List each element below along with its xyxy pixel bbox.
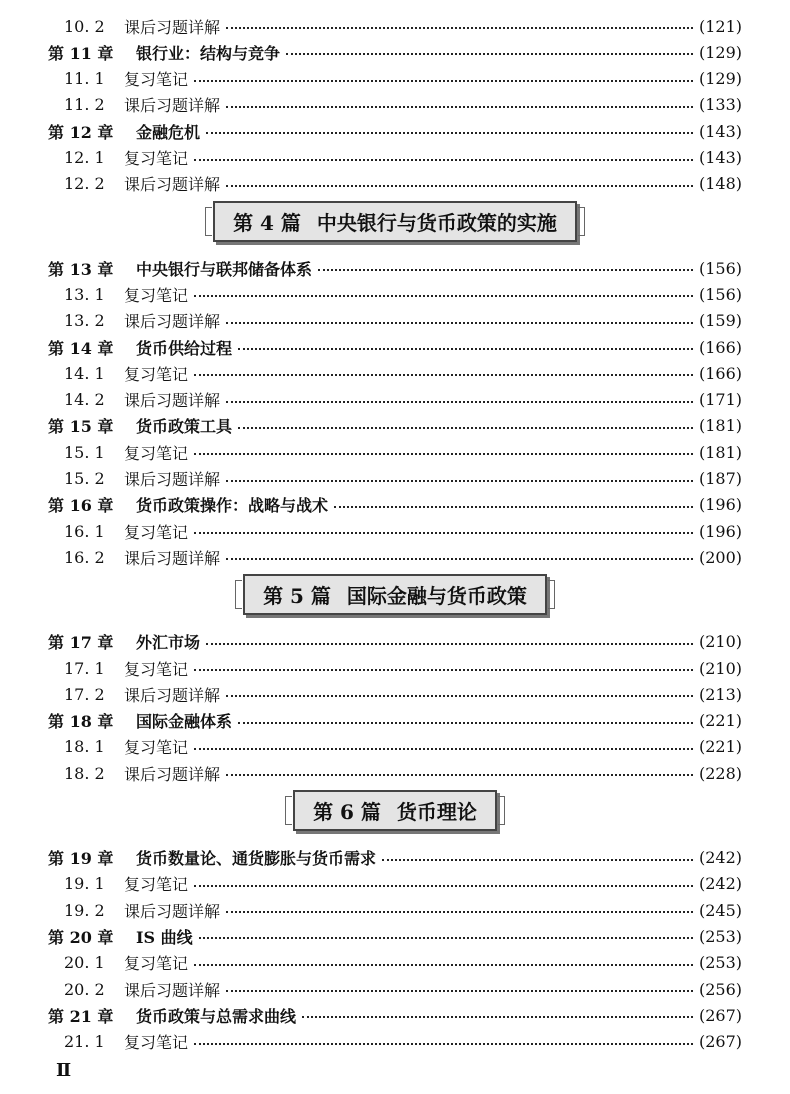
section-title: 复习笔记 xyxy=(124,285,189,305)
toc-section-entry xyxy=(64,897,742,923)
dot-leader xyxy=(194,159,693,161)
dot-leader xyxy=(226,322,693,324)
section-title: 复习笔记 xyxy=(124,364,189,384)
section-title: 课后习题详解 xyxy=(124,548,221,568)
dot-leader xyxy=(226,695,693,697)
page-number: (159) xyxy=(698,311,742,331)
toc-section-entry xyxy=(64,439,742,465)
toc-chapter-entry xyxy=(48,413,742,439)
toc-section-entry xyxy=(64,145,742,171)
toc-chapter-entry xyxy=(48,923,742,949)
chapter-number: 第 21 章 xyxy=(48,1006,114,1026)
dot-leader xyxy=(206,132,693,134)
dot-leader xyxy=(194,1043,693,1045)
dot-leader xyxy=(226,401,693,403)
chapter-number: 第 18 章 xyxy=(48,712,114,732)
dot-leader xyxy=(194,374,693,376)
dot-leader xyxy=(194,453,693,455)
toc-chapter-entry xyxy=(48,39,742,65)
toc-section-entry xyxy=(64,360,742,386)
section-title: 课后习题详解 xyxy=(124,901,221,921)
part-title: 中央银行与货币政策的实施 xyxy=(316,210,557,235)
section-title: 课后习题详解 xyxy=(124,685,221,705)
toc-section-entry xyxy=(64,734,742,760)
section-number: 12. 2 xyxy=(64,174,105,194)
toc-section-entry xyxy=(64,387,742,413)
dot-leader xyxy=(226,774,693,776)
section-number: 14. 1 xyxy=(64,363,105,383)
dot-leader xyxy=(226,27,693,29)
toc-section-entry xyxy=(64,308,742,334)
part-heading-box xyxy=(243,574,547,615)
chapter-number: 第 13 章 xyxy=(48,259,114,279)
page-number: (221) xyxy=(698,737,742,757)
page-number: (267) xyxy=(698,1032,742,1052)
dot-leader xyxy=(382,859,693,861)
page-number: (196) xyxy=(698,495,742,515)
dot-leader xyxy=(226,990,693,992)
chapter-title: 货币政策与总需求曲线 xyxy=(136,1006,297,1026)
page-number: (148) xyxy=(698,174,742,194)
chapter-number: 第 15 章 xyxy=(48,417,114,437)
dot-leader xyxy=(194,748,693,750)
toc-chapter-entry xyxy=(48,492,742,518)
dot-leader xyxy=(226,106,693,108)
section-number: 17. 2 xyxy=(64,684,105,704)
page-number: (245) xyxy=(698,900,742,920)
chapter-title: 国际金融体系 xyxy=(136,712,233,732)
toc-section-entry xyxy=(64,871,742,897)
section-number: 11. 2 xyxy=(64,95,105,115)
chapter-title: 货币政策操作：战略与战术 xyxy=(136,496,329,516)
part-number: 第 6 篇 xyxy=(313,800,381,824)
dot-leader xyxy=(238,722,693,724)
chapter-number: 第 14 章 xyxy=(48,338,114,358)
section-title: 复习笔记 xyxy=(124,522,189,542)
section-number: 20. 1 xyxy=(64,953,105,973)
section-number: 13. 1 xyxy=(64,284,105,304)
page-number: (228) xyxy=(698,763,742,783)
chapter-title: 中央银行与联邦储备体系 xyxy=(136,259,313,279)
chapter-number: 第 17 章 xyxy=(48,633,114,653)
part-heading xyxy=(0,575,790,615)
part-heading-box xyxy=(293,790,497,831)
toc-chapter-entry xyxy=(48,255,742,281)
part-title: 国际金融与货币政策 xyxy=(346,584,527,609)
toc-section-entry xyxy=(64,466,742,492)
toc-section-entry xyxy=(64,1029,742,1055)
chapter-title: 银行业：结构与竞争 xyxy=(136,43,281,63)
section-title: 课后习题详解 xyxy=(124,175,221,195)
page-number: (166) xyxy=(698,363,742,383)
section-title: 课后习题详解 xyxy=(124,764,221,784)
part-number: 第 5 篇 xyxy=(263,584,331,609)
chapter-title: 金融危机 xyxy=(136,122,201,142)
section-number: 18. 2 xyxy=(64,763,105,783)
toc-chapter-entry xyxy=(48,1002,742,1028)
page-number: (221) xyxy=(698,711,742,731)
dot-leader xyxy=(194,532,693,534)
page-number: (171) xyxy=(698,390,742,410)
section-title: 复习笔记 xyxy=(124,954,189,974)
part-title: 货币理论 xyxy=(396,800,477,824)
page-number: (181) xyxy=(698,442,742,462)
section-title: 复习笔记 xyxy=(124,659,189,679)
dot-leader xyxy=(226,911,693,913)
page-number: (242) xyxy=(698,848,742,867)
toc-section-entry xyxy=(64,544,742,570)
section-number: 15. 1 xyxy=(64,442,105,462)
dot-leader xyxy=(286,53,693,55)
page-number: (129) xyxy=(698,69,742,89)
dot-leader xyxy=(318,269,693,271)
section-number: 12. 1 xyxy=(64,148,105,167)
page-number: (181) xyxy=(698,416,742,436)
dot-leader xyxy=(226,558,693,560)
section-number: 11. 1 xyxy=(64,69,105,89)
toc-chapter-entry xyxy=(48,845,742,871)
chapter-title: 货币数量论、通货膨胀与货币需求 xyxy=(136,849,377,868)
section-title: 复习笔记 xyxy=(124,149,189,168)
page-number: (196) xyxy=(698,521,742,541)
chapter-number: 第 11 章 xyxy=(48,43,114,63)
section-title: 复习笔记 xyxy=(124,70,189,90)
page-number: (210) xyxy=(698,658,742,678)
section-title: 课后习题详解 xyxy=(124,17,221,37)
page-number: (121) xyxy=(698,16,742,36)
dot-leader xyxy=(334,506,693,508)
toc-section-entry xyxy=(64,13,742,39)
page-number: (166) xyxy=(698,337,742,357)
chapter-number: 第 16 章 xyxy=(48,496,114,516)
part-heading xyxy=(0,791,790,831)
part-heading-box xyxy=(213,201,577,242)
toc-section-entry xyxy=(64,92,742,118)
section-title: 课后习题详解 xyxy=(124,96,221,116)
dot-leader xyxy=(194,80,693,82)
toc-chapter-entry xyxy=(48,118,742,144)
chapter-title: IS 曲线 xyxy=(136,927,193,947)
toc-section-entry xyxy=(64,518,742,544)
section-title: 课后习题详解 xyxy=(124,980,221,1000)
chapter-number: 第 20 章 xyxy=(48,927,114,947)
section-number: 21. 1 xyxy=(64,1032,105,1052)
page-number: (133) xyxy=(698,95,742,115)
chapter-title: 外汇市场 xyxy=(136,633,201,653)
section-number: 13. 2 xyxy=(64,311,105,331)
chapter-title: 货币供给过程 xyxy=(136,338,233,358)
section-title: 复习笔记 xyxy=(124,1033,189,1053)
page-number: (143) xyxy=(698,121,742,141)
toc-section-entry xyxy=(64,281,742,307)
dot-leader xyxy=(194,964,693,966)
toc-section-entry xyxy=(64,760,742,786)
toc-section-entry xyxy=(64,655,742,681)
page-number: (200) xyxy=(698,547,742,567)
page-number: (187) xyxy=(698,469,742,488)
page-folio: Ⅱ xyxy=(56,1060,72,1081)
section-number: 15. 2 xyxy=(64,469,105,488)
section-title: 复习笔记 xyxy=(124,875,189,895)
page-number: (129) xyxy=(698,42,742,62)
toc-section-entry xyxy=(64,976,742,1002)
dot-leader xyxy=(194,669,693,671)
section-number: 17. 1 xyxy=(64,658,105,678)
toc-chapter-entry xyxy=(48,334,742,360)
toc-section-entry xyxy=(64,171,742,197)
dot-leader xyxy=(206,643,693,645)
page-number: (242) xyxy=(698,874,742,894)
page-number: (156) xyxy=(698,284,742,304)
page-number: (256) xyxy=(698,979,742,999)
section-title: 课后习题详解 xyxy=(124,470,221,489)
section-number: 14. 2 xyxy=(64,390,105,410)
page-number: (210) xyxy=(698,632,742,652)
page-number: (213) xyxy=(698,684,742,704)
toc-chapter-entry xyxy=(48,629,742,655)
chapter-title: 货币政策工具 xyxy=(136,417,233,437)
page-number: (253) xyxy=(698,953,742,973)
toc-section-entry xyxy=(64,66,742,92)
section-title: 课后习题详解 xyxy=(124,391,221,411)
page-number: (156) xyxy=(698,258,742,278)
section-number: 10. 2 xyxy=(64,16,105,36)
dot-leader xyxy=(199,937,693,939)
section-title: 复习笔记 xyxy=(124,443,189,463)
dot-leader xyxy=(226,480,693,482)
section-title: 课后习题详解 xyxy=(124,312,221,332)
section-number: 16. 2 xyxy=(64,547,105,567)
chapter-number: 第 19 章 xyxy=(48,849,114,868)
chapter-number: 第 12 章 xyxy=(48,122,114,142)
page-number: (143) xyxy=(698,148,742,167)
dot-leader xyxy=(238,348,693,350)
section-number: 19. 2 xyxy=(64,900,105,920)
dot-leader xyxy=(302,1016,693,1018)
dot-leader xyxy=(194,295,693,297)
section-number: 16. 1 xyxy=(64,521,105,541)
part-heading xyxy=(0,201,790,241)
part-number: 第 4 篇 xyxy=(233,210,301,235)
dot-leader xyxy=(238,427,693,429)
toc-chapter-entry xyxy=(48,708,742,734)
dot-leader xyxy=(194,885,693,887)
section-number: 19. 1 xyxy=(64,874,105,894)
toc-section-entry xyxy=(64,950,742,976)
section-number: 18. 1 xyxy=(64,737,105,757)
page-number: (267) xyxy=(698,1005,742,1025)
dot-leader xyxy=(226,185,693,187)
page-number: (253) xyxy=(698,926,742,946)
section-number: 20. 2 xyxy=(64,979,105,999)
toc-section-entry xyxy=(64,681,742,707)
section-title: 复习笔记 xyxy=(124,738,189,758)
